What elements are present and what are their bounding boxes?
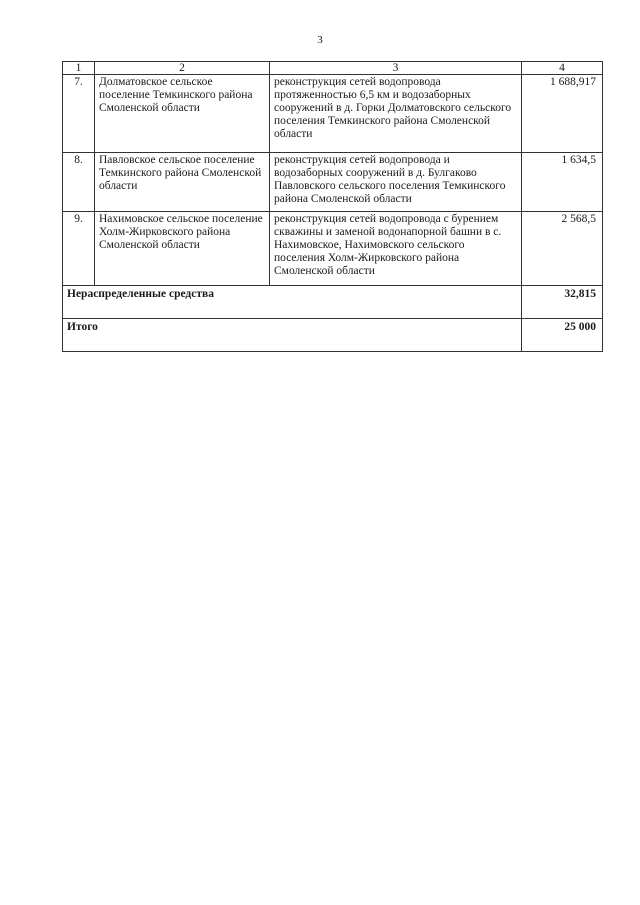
settlement-name: Долматовское сельское поселение Темкинского района Смоленской области	[95, 75, 270, 153]
unallocated-amount: 32,815	[522, 286, 603, 319]
allocated-amount: 2 568,5	[522, 212, 603, 286]
project-description: реконструкция сетей водопровода и водозаборных сооружений в д. Булгаково Павловского сельского поселения Темкинского района Смоленской области	[270, 153, 522, 212]
allocation-table	[62, 61, 603, 352]
allocated-amount: 1 688,917	[522, 75, 603, 153]
unallocated-label: Нераспределенные средства	[63, 286, 522, 319]
row-number: 7.	[63, 75, 95, 153]
unallocated-row	[63, 286, 603, 319]
row-number: 9.	[63, 212, 95, 286]
row-number: 8.	[63, 153, 95, 212]
total-label: Итого	[63, 319, 522, 352]
settlement-name: Нахимовское сельское поселение Холм-Жирковского района Смоленской области	[95, 212, 270, 286]
table-header-row	[63, 62, 603, 75]
header-cell-4: 4	[522, 62, 603, 75]
table-row	[63, 212, 603, 286]
total-row	[63, 319, 603, 352]
allocated-amount: 1 634,5	[522, 153, 603, 212]
total-amount: 25 000	[522, 319, 603, 352]
header-cell-3: 3	[270, 62, 522, 75]
table-row	[63, 75, 603, 153]
header-cell-2: 2	[95, 62, 270, 75]
settlement-name: Павловское сельское поселение Темкинского района Смоленской области	[95, 153, 270, 212]
project-description: реконструкция сетей водопровода протяженностью 6,5 км и водозаборных сооружений в д. Горки Долматовского сельского поселения Темкинского района Смоленской области	[270, 75, 522, 153]
header-cell-1: 1	[63, 62, 95, 75]
table-row	[63, 153, 603, 212]
page-number: 3	[317, 34, 323, 46]
project-description: реконструкция сетей водопровода с бурением скважины и заменой водонапорной башни в с. Нахимовское, Нахимовского сельского поселения Холм-Жирковского района Смоленской области	[270, 212, 522, 286]
